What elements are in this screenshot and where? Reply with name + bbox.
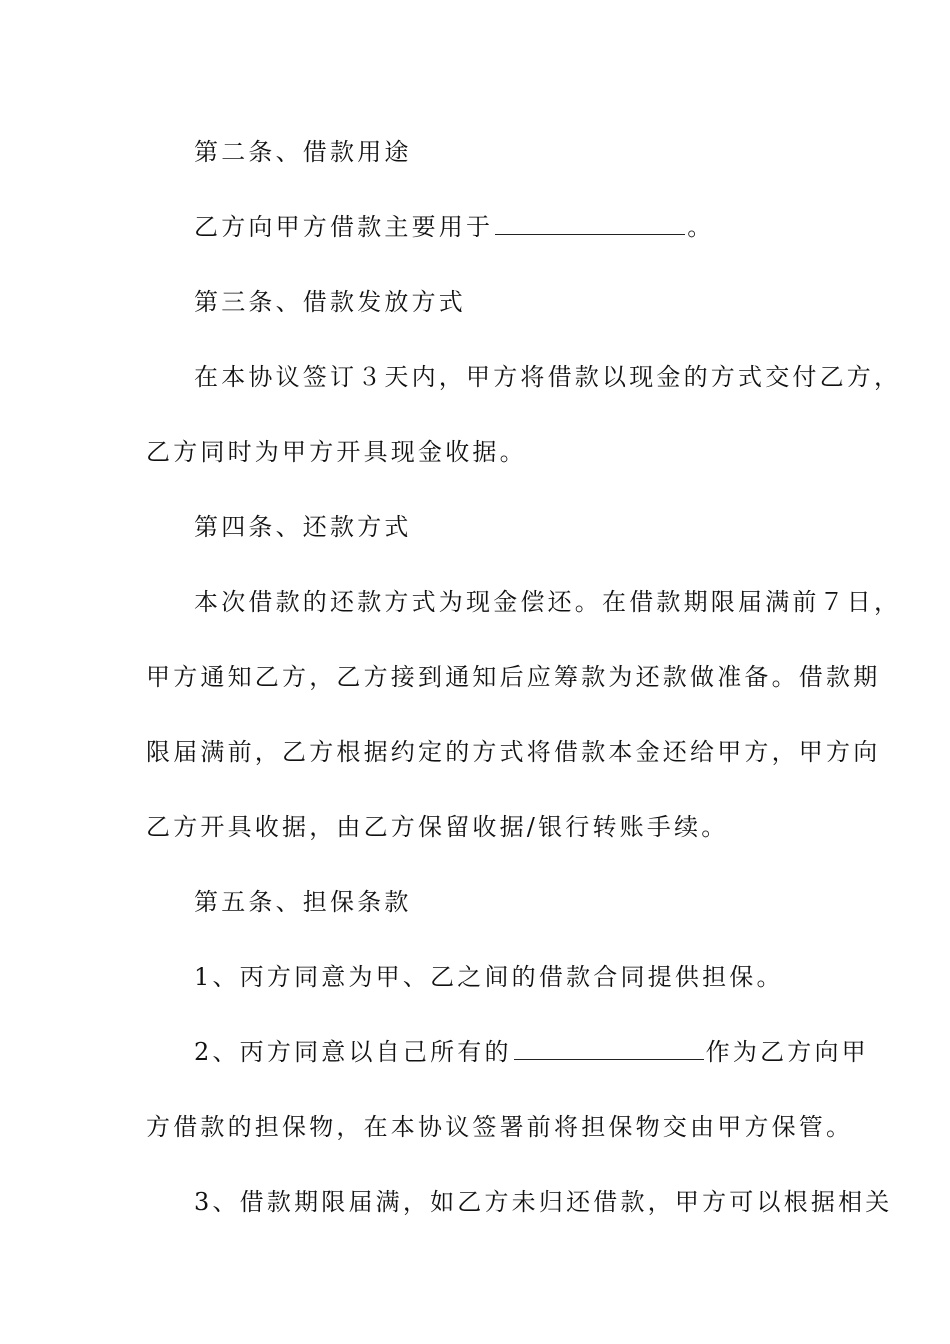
section-heading-5 bbox=[194, 887, 874, 917]
paragraph-text: 乙方同时为甲方开具现金收据。 bbox=[146, 438, 527, 466]
paragraph-line bbox=[194, 362, 902, 392]
paragraph-line bbox=[146, 737, 881, 767]
section-heading-4 bbox=[194, 512, 874, 542]
paragraph-text: 1、丙方同意为甲、乙之间的借款合同提供担保。 bbox=[194, 963, 784, 991]
clause-item-1 bbox=[194, 962, 874, 992]
heading-text: 第三条、借款发放方式 bbox=[194, 288, 466, 316]
fill-in-blank[interactable] bbox=[495, 212, 685, 235]
clause-item-2 bbox=[194, 1037, 874, 1067]
paragraph-line bbox=[146, 662, 881, 692]
paragraph-line bbox=[146, 1112, 854, 1142]
heading-text: 第二条、借款用途 bbox=[194, 138, 412, 166]
paragraph-text: 在本协议签订３天内，甲方将借款以现金的方式交付乙方， bbox=[194, 363, 902, 391]
paragraph-text: 乙方向甲方借款主要用于 bbox=[194, 213, 494, 241]
paragraph-text: 方借款的担保物，在本协议签署前将担保物交由甲方保管。 bbox=[146, 1113, 854, 1141]
paragraph-line bbox=[194, 587, 902, 617]
paragraph-text: 甲方通知乙方，乙方接到通知后应筹款为还款做准备。借款期 bbox=[146, 663, 881, 691]
section-heading-3 bbox=[194, 287, 874, 317]
paragraph-text: 2、丙方同意以自己所有的 bbox=[194, 1038, 512, 1066]
paragraph-text: 。 bbox=[687, 213, 715, 241]
paragraph-loan-purpose bbox=[194, 212, 874, 242]
clause-item-3 bbox=[194, 1187, 893, 1217]
section-heading-2 bbox=[194, 137, 874, 167]
paragraph-text: 限届满前，乙方根据约定的方式将借款本金还给甲方，甲方向 bbox=[146, 738, 881, 766]
paragraph-text: 3、借款期限届满，如乙方未归还借款，甲方可以根据相关 bbox=[194, 1188, 893, 1216]
fill-in-blank[interactable] bbox=[514, 1037, 704, 1060]
paragraph-line bbox=[146, 437, 826, 467]
paragraph-text: 乙方开具收据，由乙方保留收据/银行转账手续。 bbox=[146, 813, 729, 841]
heading-text: 第五条、担保条款 bbox=[194, 888, 412, 916]
paragraph-text: 作为乙方向甲 bbox=[705, 1038, 869, 1066]
paragraph-text: 本次借款的还款方式为现金偿还。在借款期限届满前７日， bbox=[194, 588, 902, 616]
paragraph-line bbox=[146, 812, 826, 842]
heading-text: 第四条、还款方式 bbox=[194, 513, 412, 541]
